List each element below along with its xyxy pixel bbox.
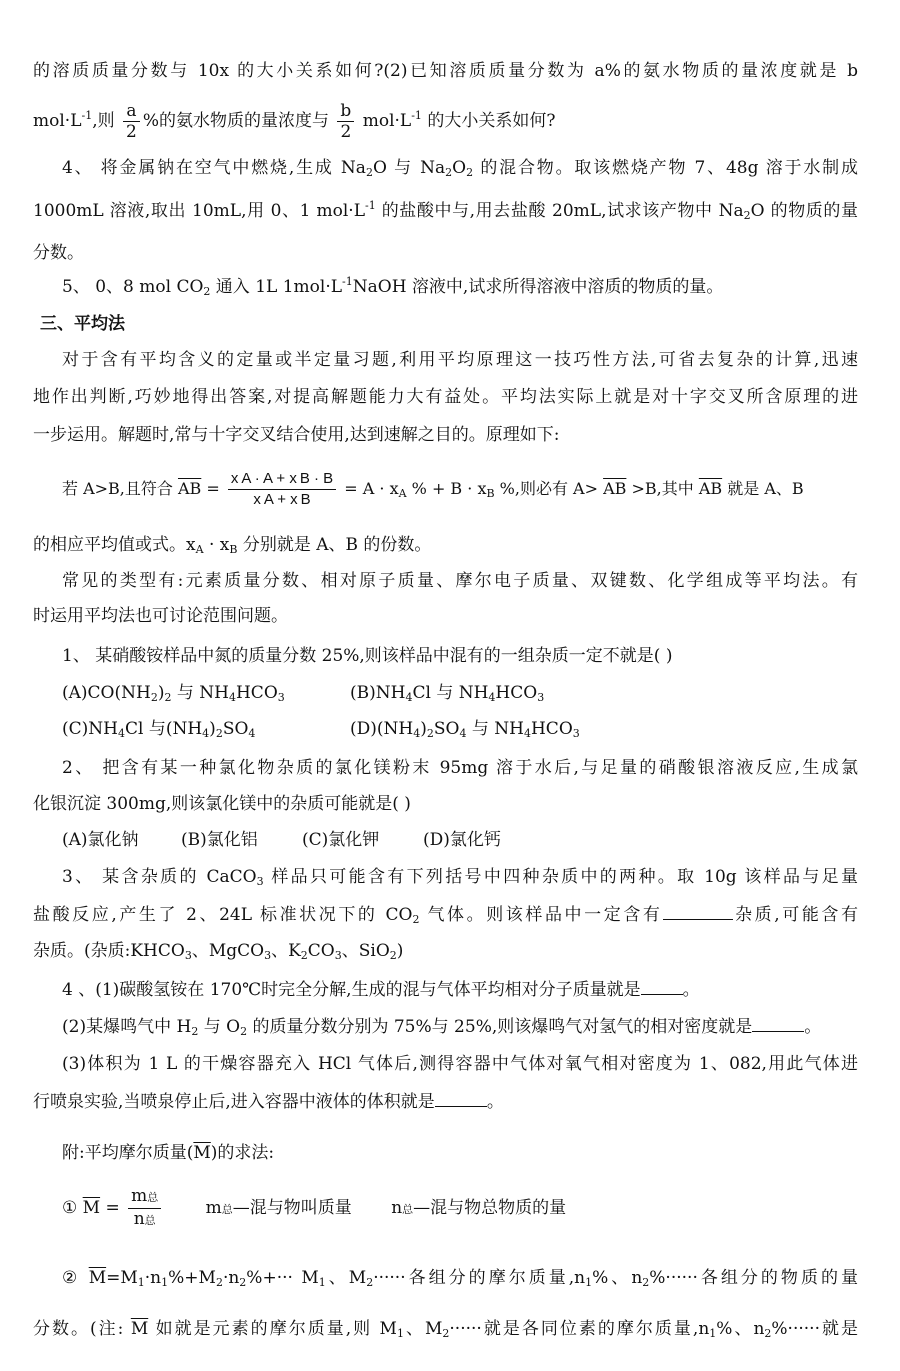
text-line: 时运用平均法也可讨论范围问题。 xyxy=(33,606,288,626)
fraction: $\frac{a}{2}$ xyxy=(123,101,140,142)
text-line: 地作出判断,巧妙地得出答案,对提高解题能力大有益处。平均法实际上就是对十字交叉所含原理的进 xyxy=(33,387,858,407)
option-b: (B)氯化铝 xyxy=(181,830,258,850)
text-line: 杂质。(杂质$:KHCO_3$、MgCO$_3$、$K_2CO_3$、SiO$_2$) xyxy=(33,941,404,962)
text-line: (3)体积为 1 L 的干燥容器充入 HCl 气体后,测得容器中气体对氧气相对密度为 1、082,用此气体进 xyxy=(62,1054,858,1074)
option-a: (A)氯化钠 xyxy=(62,830,139,850)
fraction: $\frac{\text{m总}}{\text{n总}}$ xyxy=(128,1186,161,1231)
formula-1: ① $\overline{M}$ = $\frac{\text{m总}}{\text{n总}}$ m总—混与物叫质量 n总—混与物总物质的量 xyxy=(62,1186,567,1229)
text-line: 分数。(注: $\overline{M}$ 如就是元素的摩尔质量,则 $M_1$、$M_2\cdot\cdot\cdot\cdot\cdot\cdot$就是各同位素的摩尔质量$,n_1\%$、$n_2\%\cdot\cdot\cdot\cdot\cdot\cdot$就是 xyxy=(33,1319,858,1340)
section-title: 三、平均法 xyxy=(40,314,125,334)
average-formula: 若 A>B,且符合 $\overline{AB}$ = $\frac{\text{x A · A + x B · B}}{\text{x A + x B}}$ = $A \cdot x_A$ % + $B \cdot x_B$ %,则必有 $A> \overline{AB} >B$,其中 $\overline{AB}$ 就是 A、B xyxy=(62,470,804,508)
text-line: $mol\cdot L^{-1}$,则 $\frac{a}{2}$ %的氨水物质的量浓度与 $\frac{b}{2}$ $mol\cdot L^{-1}$ 的大小关系如何? xyxy=(33,101,556,142)
text-line: 常见的类型有:元素质量分数、相对原子质量、摩尔电子质量、双键数、化学组成等平均法。有 xyxy=(62,571,858,591)
fraction: $\frac{b}{2}$ xyxy=(337,101,354,142)
option-d: (D)氯化钙 xyxy=(423,830,501,850)
answer-blank[interactable] xyxy=(752,1015,804,1032)
text-line: 化银沉淀 300mg,则该氯化镁中的杂质可能就是( ) xyxy=(33,794,411,814)
answer-blank[interactable] xyxy=(641,978,683,995)
question-4: 4、 将金属钠在空气中燃烧,生成 $Na_2O$ 与 $Na_2O_2$ 的混合物。取该燃烧产物 7、48g 溶于水制成 xyxy=(62,158,858,179)
question-5: 5、 0、8 mol $CO_2$ 通入 1L $1mol\cdot L^{-1}NaOH$ 溶液中,试求所得溶液中溶质的物质的量。 xyxy=(62,275,724,298)
option-b: $(B)NH_4Cl$ 与 $NH_4HCO_3$ xyxy=(350,683,545,704)
text-line: 的相应平均值或式。$x_A \cdot x_B$ 分别就是 A、B 的份数。 xyxy=(33,535,432,556)
option-d: $(D)(NH_4)_2SO_4$ 与 $NH_4HCO_3$ xyxy=(350,719,580,740)
fraction: $\frac{\text{x A · A + x B · B}}{\text{x A + x B}}$ xyxy=(228,469,336,510)
text-line: 1000mL 溶液,取出 10mL,用 0、1 $mol\cdot L^{-1}$ 的盐酸中与,用去盐酸 20mL,试求该产物中 $Na_2O$ 的物质的量 xyxy=(33,199,858,222)
formula-2: ② $\overline{M}=M_1\cdot n_1\%+M_2\cdot n_2\%+\cdot\cdot\cdot M_1$、$M_2\cdot\cdot\cdot\cdot\cdot\cdot$各组分的摩尔质量$,n_1\%$、$n_2\%\cdot\cdot\cdot\cdot\cdot\cdot$各组分的物质的量 xyxy=(62,1268,858,1289)
text-line: 盐酸反应,产生了 2、24L 标准状况下的 $CO_2$ 气体。则该样品中一定含有 杂质,可能含有 xyxy=(33,905,859,926)
answer-blank[interactable] xyxy=(663,903,733,920)
option-c: $(C)NH_4Cl$ 与$(NH_4)_2SO_4$ xyxy=(62,719,256,740)
option-c: (C)氯化钾 xyxy=(302,830,380,850)
exercise-1: 1、 某硝酸铵样品中氮的质量分数 25%,则该样品中混有的一组杂质一定不就是( ) xyxy=(62,646,673,666)
text-line: 行喷泉实验,当喷泉停止后,进入容器中液体的体积就是 。 xyxy=(33,1092,504,1112)
exercise-3: 3、 某含杂质的 CaCO$_3$ 样品只可能含有下列括号中四种杂质中的两种。取 10g 该样品与足量 xyxy=(62,867,858,888)
text-line: 对于含有平均含义的定量或半定量习题,利用平均原理这一技巧性方法,可省去复杂的计算,迅速 xyxy=(62,350,858,370)
text-line: 一步运用。解题时,常与十字交叉结合使用,达到速解之目的。原理如下: xyxy=(33,425,560,445)
exercise-4: 4 、(1)碳酸氢铵在 170℃时完全分解,生成的混与气体平均相对分子质量就是 。 xyxy=(62,980,700,1000)
option-a: $(A)CO(NH_2)_2$ 与 $NH_4HCO_3$ xyxy=(62,683,285,704)
exercise-2: 2、 把含有某一种氯化物杂质的氯化镁粉末 95mg 溶于水后,与足量的硝酸银溶液反应,生成氯 xyxy=(62,758,858,778)
text-line: (2)某爆鸣气中 $H_2$ 与 $O_2$ 的质量分数分别为 75%与 25%,则该爆鸣气对氢气的相对密度就是 。 xyxy=(62,1017,822,1038)
text-line: 的溶质质量分数与 10x 的大小关系如何?(2)已知溶质质量分数为 a%的氨水物质的量浓度就是 b xyxy=(33,61,858,81)
answer-blank[interactable] xyxy=(435,1090,487,1107)
appendix-title: 附:平均摩尔质量$(\overline{M})$的求法: xyxy=(62,1143,275,1163)
text-line: 分数。 xyxy=(33,243,84,263)
